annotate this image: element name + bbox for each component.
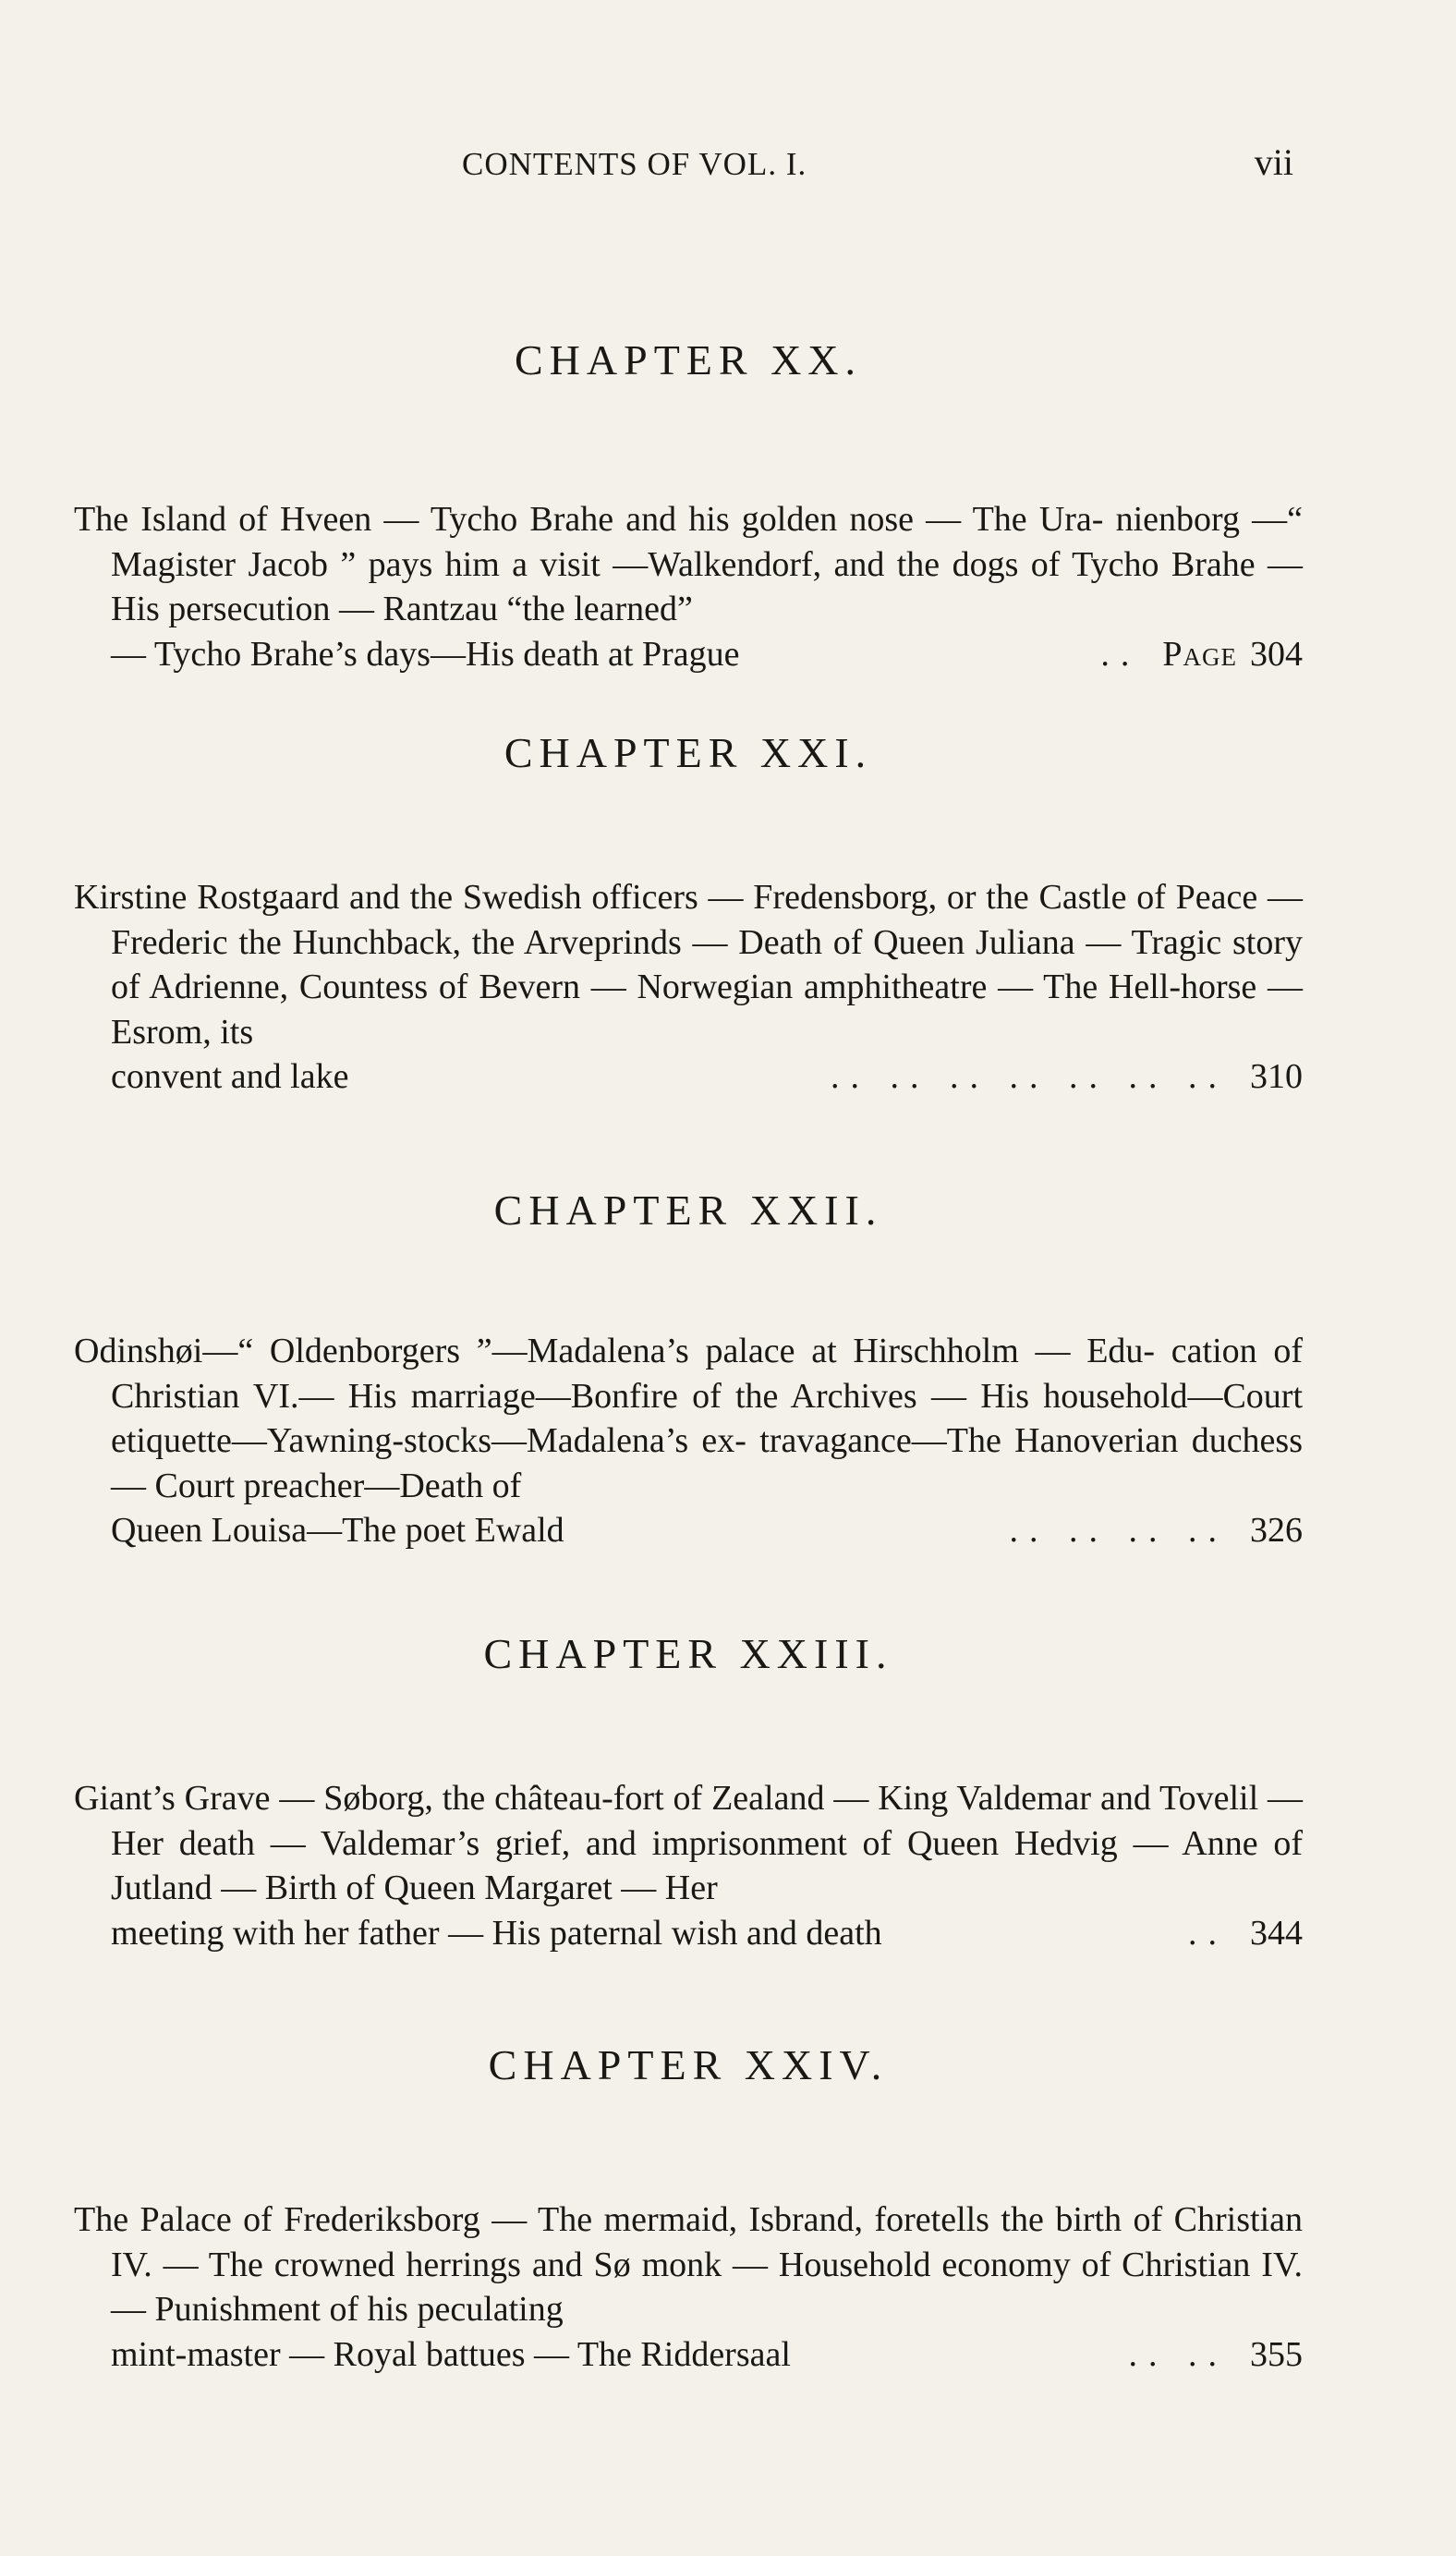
summary-line: convent and lake [111,1057,349,1096]
summary-line: Queen Hedvig — Anne of Jutland — Birth of Queen Margaret — Her [111,1823,1303,1907]
chapter-xxiii [74,1626,1303,1955]
summary-last-line [74,1508,1303,1553]
summary-line: The Island of Hveen — Tycho Brahe and his golden nose — The Ura- [74,500,1104,539]
page-word: Page [1162,634,1237,674]
chapter-heading: CHAPTER XXIII. [483,1630,893,1677]
page-number: vii [1254,141,1293,183]
page-ref: 355 [1250,2334,1303,2374]
dot-leaders: .. .. [1128,2334,1228,2374]
chapter-xx [74,333,1303,676]
summary-line: His household—Court etiquette—Yawning-stocks—Madalena’s ex- [111,1376,1303,1460]
chapter-summary [74,497,1303,632]
summary-line: and Tovelil — Her death — Valdemar’s grief, and imprisonment of [111,1779,1304,1863]
chapter-xxiv [74,2038,1303,2377]
page-ref: 310 [1250,1057,1303,1096]
summary-line: birth of Christian IV. — The crowned herrings and Sø monk — [111,2200,1303,2284]
summary-last-line [74,1054,1303,1100]
summary-line: nienborg —“ Magister Jacob ” pays him a visit —Walkendorf, and the [111,500,1304,584]
page-ref: 344 [1250,1913,1303,1953]
summary-line: Odinshøi—“ Oldenborgers ”—Madalena’s palace at Hirschholm — Edu- [74,1332,1156,1370]
chapter-heading: CHAPTER XXII. [493,1187,883,1234]
chapter-heading: CHAPTER XXIV. [488,2041,889,2088]
summary-line: The Palace of Frederiksborg — The mermaid, Isbrand, foretells the [74,2200,1044,2239]
dot-leaders: .. [1100,634,1141,674]
chapter-heading: CHAPTER XXI. [504,729,873,776]
summary-line: — Tycho Brahe’s days—His death at Prague [111,634,740,674]
summary-line: Death of Queen Juliana — Tragic story of Adrienne, Countess of [111,922,1303,1006]
summary-line: travagance—The Hanoverian duchess— Court preacher—Death of [111,1421,1304,1505]
dot-leaders: .. .. .. .. .. .. .. [831,1057,1228,1096]
summary-line: meeting with her father — His paternal wish and death [111,1913,882,1953]
page-ref: 326 [1250,1511,1303,1550]
running-title: CONTENTS OF VOL. I. [462,146,807,182]
summary-line: Queen Louisa—The poet Ewald [111,1511,564,1550]
chapter-xxii [74,1183,1303,1553]
summary-line: dogs of Tycho Brahe — His persecution — Rantzau “the learned” [111,544,1304,628]
summary-last-line [74,1911,1303,1956]
summary-last-line [74,2332,1303,2378]
chapter-summary [74,2197,1303,2332]
summary-line: Household economy of Christian IV. — Punishment of his peculating [111,2245,1303,2329]
page-ref: 304 [1250,634,1303,674]
summary-last-line [74,632,1303,677]
summary-line: cation of Christian VI.— His marriage—Bonfire of the Archives — [111,1332,1303,1416]
chapter-xxi [74,725,1303,1100]
dot-leaders: .. .. .. .. [1009,1511,1228,1550]
chapter-summary [74,1329,1303,1508]
chapter-heading: CHAPTER XX. [514,336,863,383]
summary-line: Giant’s Grave — Søborg, the château-fort of Zealand — King Valdemar [74,1779,1092,1818]
summary-line: Castle of Peace — Frederic the Hunchback, the Arveprinds — [111,878,1304,962]
summary-line: Bevern — Norwegian amphitheatre — The Hell-horse — Esrom, its [111,968,1303,1052]
running-head [74,141,1293,201]
summary-line: mint-master — Royal battues — The Riddersaal [111,2334,791,2374]
chapter-summary [74,875,1303,1054]
chapter-summary [74,1776,1303,1911]
dot-leaders: .. [1188,1913,1228,1953]
summary-line: Kirstine Rostgaard and the Swedish officers — Fredensborg, or the [74,878,1029,917]
